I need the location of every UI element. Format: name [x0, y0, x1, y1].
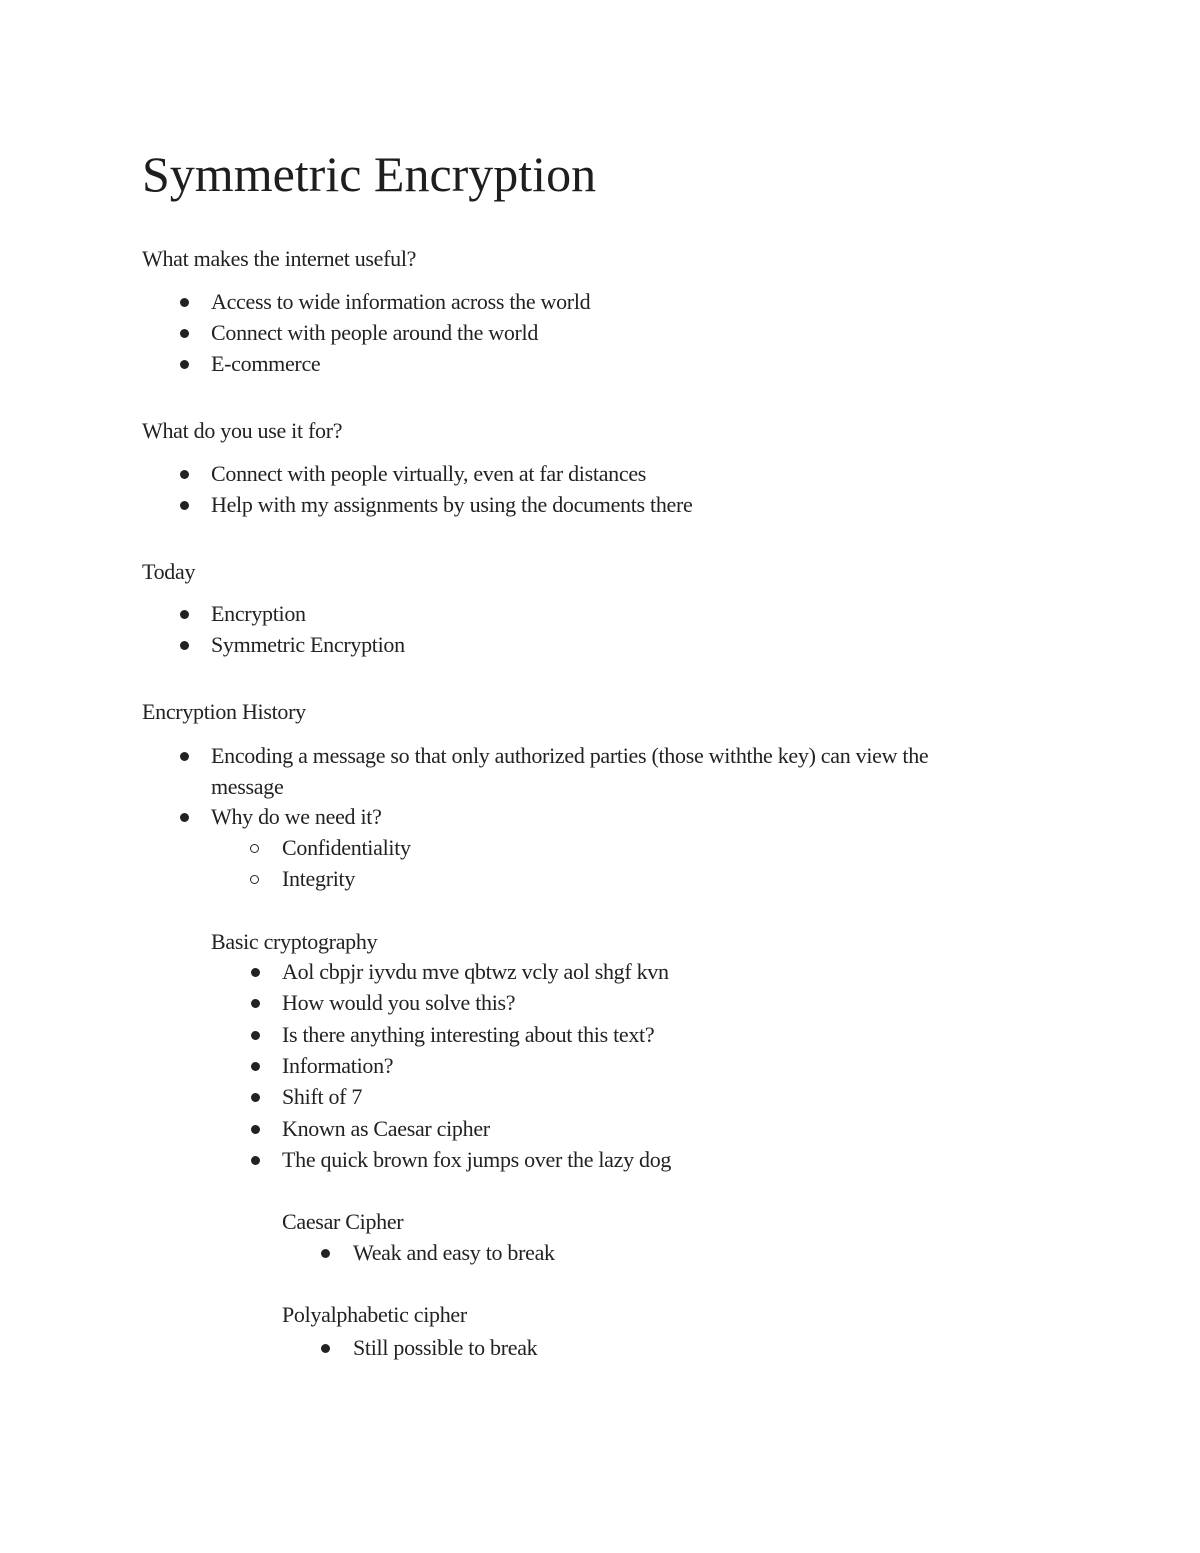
sub-list-item: Confidentiality: [282, 835, 411, 860]
list-item: Information?: [282, 1053, 394, 1078]
list-item: Shift of 7: [282, 1084, 363, 1109]
list-item: Symmetric Encryption: [211, 632, 405, 657]
bullet-icon: [180, 329, 189, 338]
bullet-icon: [251, 1093, 260, 1102]
list-item: E-commerce: [211, 351, 321, 376]
bullet-icon: [180, 360, 189, 369]
section-heading-usage: What do you use it for?: [142, 418, 343, 443]
list-item-continuation: message: [211, 774, 284, 799]
list-item: Connect with people around the world: [211, 320, 539, 345]
bullet-icon: [251, 1062, 260, 1071]
bullet-icon: [321, 1344, 330, 1353]
bullet-icon: [180, 813, 189, 822]
list-item: Encoding a message so that only authorized parties (those withthe key) can view the: [211, 743, 929, 768]
bullet-icon: [251, 1125, 260, 1134]
bullet-icon: [180, 641, 189, 650]
bullet-icon: [180, 470, 189, 479]
section-heading-history: Encryption History: [142, 699, 306, 724]
hollow-bullet-icon: [250, 844, 259, 853]
bullet-icon: [251, 1156, 260, 1165]
list-item: Access to wide information across the world: [211, 289, 591, 314]
list-item: Known as Caesar cipher: [282, 1116, 490, 1141]
list-item: Is there anything interesting about this text?: [282, 1022, 655, 1047]
list-item: How would you solve this?: [282, 990, 516, 1015]
bullet-icon: [180, 298, 189, 307]
list-item: Still possible to break: [353, 1335, 538, 1360]
list-item: Encryption: [211, 601, 306, 626]
section-heading-polyalphabetic: Polyalphabetic cipher: [282, 1302, 467, 1327]
bullet-icon: [180, 752, 189, 761]
bullet-icon: [251, 999, 260, 1008]
list-item: Weak and easy to break: [353, 1240, 555, 1265]
list-item: Help with my assignments by using the documents there: [211, 492, 693, 517]
bullet-icon: [180, 501, 189, 510]
bullet-icon: [251, 968, 260, 977]
section-heading-cryptography: Basic cryptography: [211, 929, 378, 954]
section-heading-today: Today: [142, 559, 196, 584]
bullet-icon: [180, 610, 189, 619]
list-item: Connect with people virtually, even at far distances: [211, 461, 647, 486]
hollow-bullet-icon: [250, 875, 259, 884]
list-item: Aol cbpjr iyvdu mve qbtwz vcly aol shgf kvn: [282, 959, 669, 984]
section-heading-internet: What makes the internet useful?: [142, 246, 417, 271]
section-heading-caesar: Caesar Cipher: [282, 1209, 404, 1234]
bullet-icon: [321, 1249, 330, 1258]
page-title: Symmetric Encryption: [142, 146, 597, 202]
sub-list-item: Integrity: [282, 866, 356, 891]
bullet-icon: [251, 1031, 260, 1040]
list-item: The quick brown fox jumps over the lazy dog: [282, 1147, 672, 1172]
list-item: Why do we need it?: [211, 804, 382, 829]
